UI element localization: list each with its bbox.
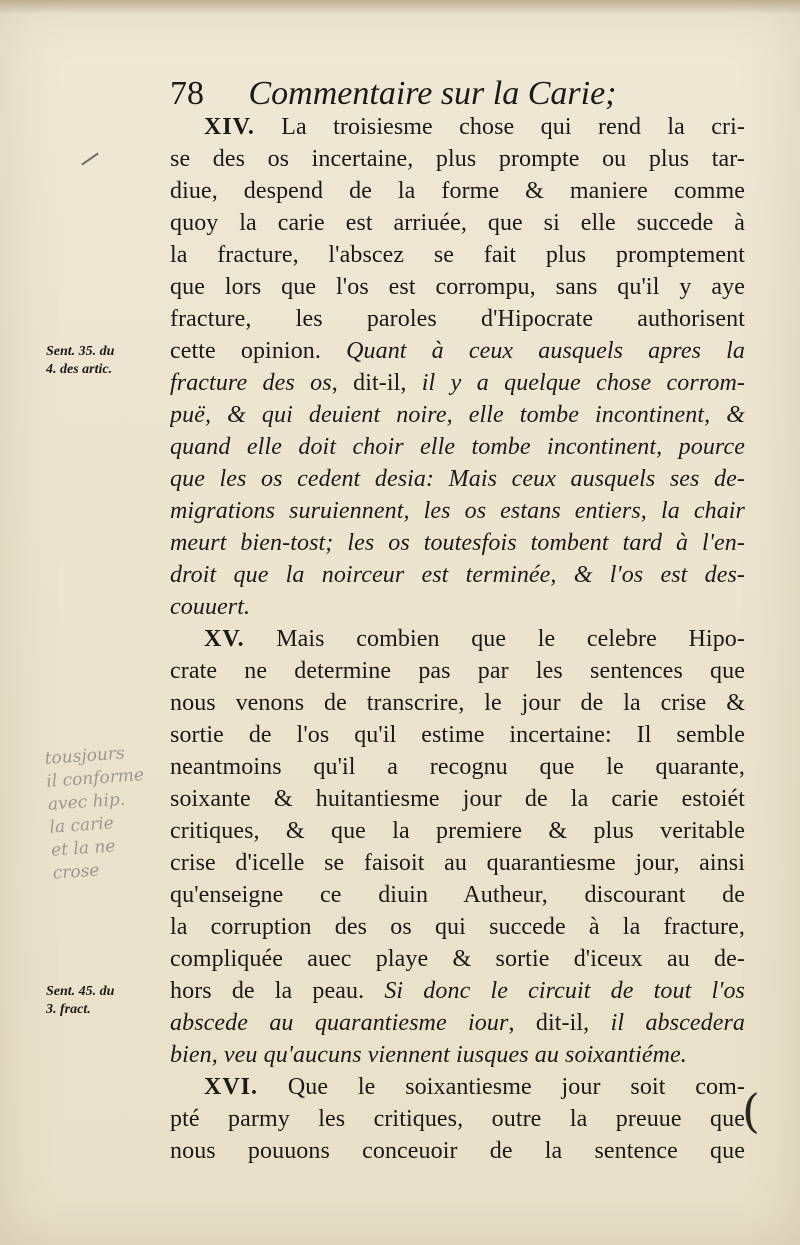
text-line: couuert. (170, 594, 251, 620)
pencil-tick-mark (81, 152, 99, 165)
text-line: migrations suruiennent, les os estans entiers, la chair (170, 498, 745, 524)
text-line: XVI. Que le soixantiesme jour soit com- (204, 1074, 745, 1100)
text-line: que les os cedent desia: Mais ceux ausquels ses de- (170, 466, 745, 492)
text-line: la corruption des os qui succede à la fracture, (170, 914, 745, 940)
text-line: bien, veu qu'aucuns viennent iusques au soixantiéme. (170, 1042, 687, 1068)
text-line: critiques, & que la premiere & plus veritable (170, 818, 745, 844)
page-number: 78 (170, 75, 204, 112)
text-line: crate ne determine pas par les sentences que (170, 658, 745, 684)
text-line: se des os incertaine, plus prompte ou plus tar- (170, 146, 745, 172)
section-number: XIV. (204, 114, 255, 140)
text-line: nous pouuons conceuoir de la sentence que (170, 1138, 745, 1164)
text-line: diue, despend de la forme & maniere comme (170, 178, 745, 204)
text-line: neantmoins qu'il a recognu que le quarante, (170, 754, 745, 780)
text-line: crise d'icelle se faisoit au quarantiesme jour, ainsi (170, 850, 745, 876)
text-line: qu'enseigne ce diuin Autheur, discourant de (170, 882, 745, 908)
handwritten-annotation: tousjours il conforme avec hip. la carie et la ne crose (44, 743, 145, 884)
text-line: soixante & huitantiesme jour de la carie estoiét (170, 786, 745, 812)
text-line: compliquée auec playe & sortie d'iceux au de- (170, 946, 745, 972)
section-number: XVI. (204, 1074, 259, 1100)
body-text (170, 111, 745, 1167)
section-number: XV. (204, 626, 245, 652)
text-line: puë, & qui deuient noire, elle tombe incontinent, & (170, 402, 745, 428)
running-head (170, 72, 690, 116)
text-line: XIV. La troisiesme chose qui rend la cri- (204, 114, 745, 140)
text-line: droit que la noirceur est terminée, & l'os est des- (170, 562, 745, 588)
text-line: pté parmy les critiques, outre la preuue que (170, 1106, 745, 1132)
text-line: fracture des os, dit-il, il y a quelque chose corrom- (170, 370, 745, 396)
margin-bracket-mark: ( (742, 1084, 760, 1138)
running-head-title: Commentaire sur la Carie; (248, 75, 617, 112)
text-line: fracture, les paroles d'Hipocrate authorisent (170, 306, 745, 332)
text-line: quoy la carie est arriuée, que si elle succede à (170, 210, 745, 236)
text-line: la fracture, l'abscez se fait plus promptement (170, 242, 745, 268)
text-line: nous venons de transcrire, le jour de la crise & (170, 690, 745, 716)
text-line: abscede au quarantiesme iour, dit-il, il abscedera (170, 1010, 745, 1036)
text-line: cette opinion. Quant à ceux ausquels apres la (170, 338, 745, 364)
margin-note-sentence-45: Sent. 45. du 3. fract. (46, 984, 115, 1017)
text-line: hors de la peau. Si donc le circuit de tout l'os (170, 978, 745, 1004)
text-line: meurt bien-tost; les os toutesfois tombent tard à l'en- (170, 530, 745, 556)
text-line: quand elle doit choir elle tombe incontinent, pource (170, 434, 745, 460)
text-line: XV. Mais combien que le celebre Hipo- (204, 626, 745, 652)
margin-note-sentence-35: Sent. 35. du 4. des artic. (46, 344, 115, 377)
text-line: que lors que l'os est corrompu, sans qu'il y aye (170, 274, 745, 300)
text-line: sortie de l'os qu'il estime incertaine: Il semble (170, 722, 745, 748)
